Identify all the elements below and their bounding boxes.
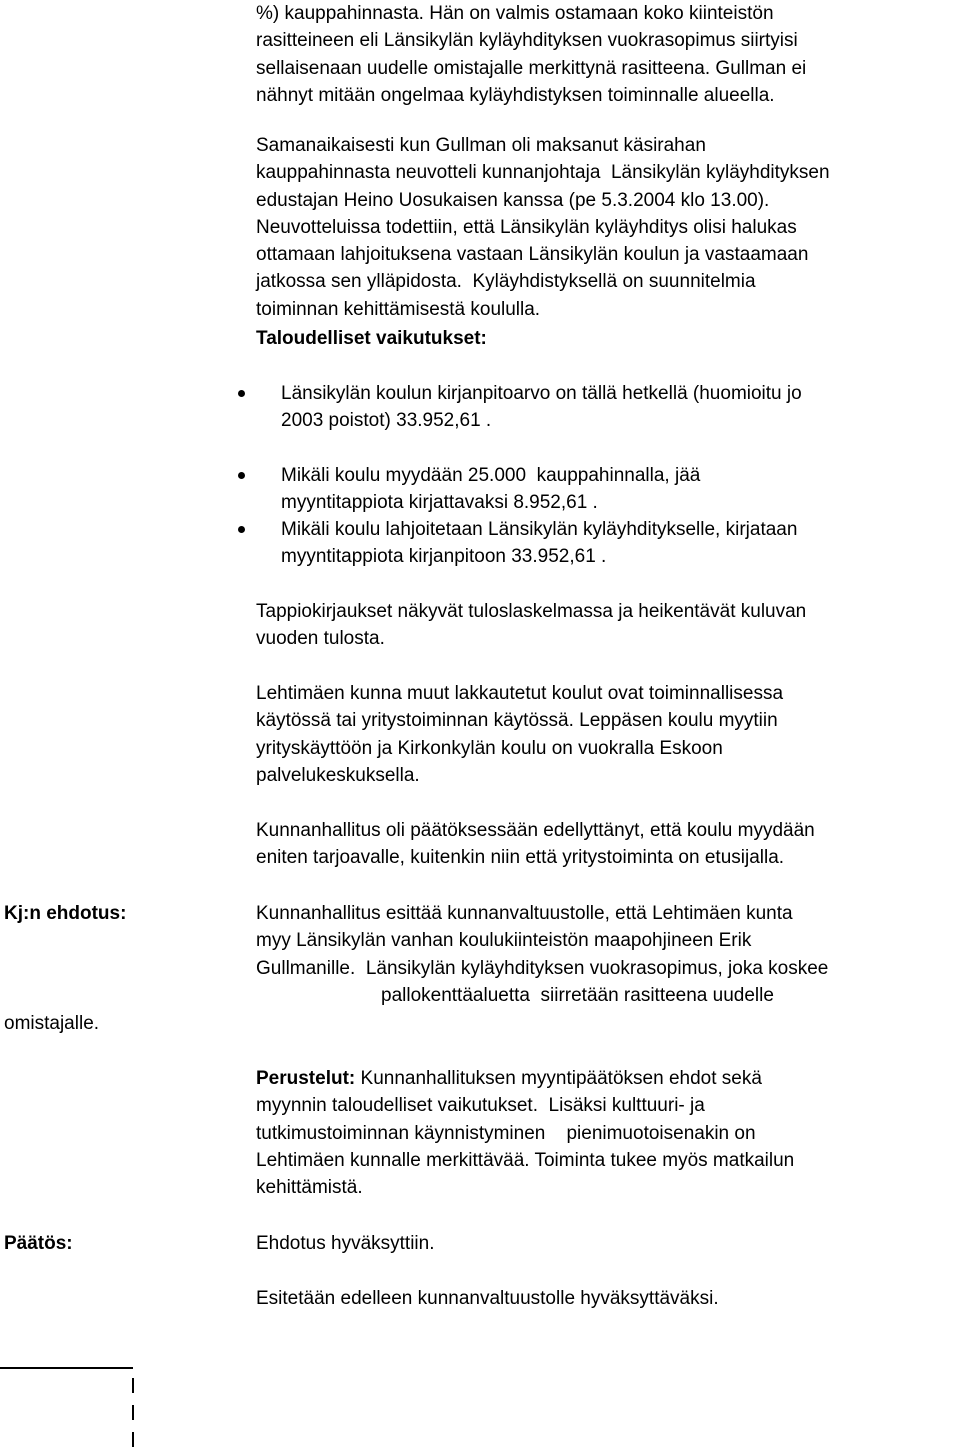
rationale-text: Kunnanhallituksen myyntipäätöksen ehdot sekä myynnin taloudelliset vaikutukset. Lisäksi kulttuuri- ja tutkimustoiminnan käynnistyminen pienimuotoisenakin on Lehtimäen kunnalle merkittävää. Toiminta tukee myös matkailun kehittämistä. [256, 1068, 795, 1199]
proposal-label: Kj:n ehdotus: [4, 903, 127, 924]
decision-text: Ehdotus hyväksyttiin. [256, 1233, 435, 1254]
margin-bar [132, 1432, 134, 1447]
financial-bullet-text: Mikäli koulu myydään 25.000 kauppahinnalla, jää myyntitappiota kirjattavaksi 8.952,61 . [281, 465, 701, 514]
margin-bar [132, 1378, 134, 1393]
proposal-text-continued: pallokenttäaluetta siirretään rasitteena uudelle [381, 985, 774, 1006]
board-decision-paragraph: Kunnanhallitus oli päätöksessään edellyttänyt, että koulu myydään eniten tarjoavalle, kuitenkin niin että yritystoiminta on etusijalla. [256, 820, 815, 869]
proposal-text-wrapped: omistajalle. [4, 1013, 100, 1034]
negotiation-paragraph: Samanaikaisesti kun Gullman oli maksanut käsirahan kauppahinnasta neuvotteli kunnanjohtaja Länsikylän kyläyhdityksen edustajan Heino Uosukaisen kanssa (pe 5.3.2004 klo 13.00). Neuvotteluissa todettiin, että Länsikylän kyläyhditys olisi halukas ottamaan lahjoituksena vastaan Länsikylän koulun ja vastaamaan jatkossa sen ylläpidosta. Kyläyhdistyksellä on suunnitelmia toiminnan kehittämisestä koululla. [256, 135, 830, 320]
financial-bullet-text: Länsikylän koulun kirjanpitoarvo on tällä hetkellä (huomioitu jo 2003 poistot) 33.952,61 . [281, 383, 802, 432]
rationale-paragraph [256, 1065, 960, 1201]
decision-label: Päätös: [4, 1233, 73, 1254]
loss-paragraph: Tappiokirjaukset näkyvät tuloslaskelmassa ja heikentävät kuluvan vuoden tulosta. [256, 601, 807, 650]
forwarding-text: Esitetään edelleen kunnanvaltuustolle hyväksyttäväksi. [256, 1288, 719, 1309]
bullet-icon [238, 472, 245, 479]
bullet-icon [238, 526, 245, 533]
bullet-icon [238, 390, 245, 397]
financial-heading: Taloudelliset vaikutukset: [256, 328, 487, 349]
intro-paragraph: %) kauppahinnasta. Hän on valmis ostamaan koko kiinteistön rasitteineen eli Länsikylän kyläyhdityksen vuokrasopimus siirtyisi sellaisenaan uudelle omistajalle merkittynä rasitteena. Gullman ei nähnyt mitään ongelmaa kyläyhdistyksen toiminnalle alueella. [256, 3, 807, 106]
financial-bullet-text: Mikäli koulu lahjoitetaan Länsikylän kyläyhditykselle, kirjataan myyntitappiota kirjanpitoon 33.952,61 . [281, 519, 798, 568]
rationale-label: Perustelut: [256, 1068, 356, 1089]
proposal-text: Kunnanhallitus esittää kunnanvaltuustolle, että Lehtimäen kunta myy Länsikylän vanhan koulukiinteistön maapohjineen Erik Gullmanille. Länsikylän kyläyhdityksen vuokrasopimus, joka koskee [256, 903, 829, 979]
other-schools-paragraph: Lehtimäen kunna muut lakkautetut koulut ovat toiminnallisessa käytössä tai yritystoiminnan käytössä. Leppäsen koulu myytiin yrityskäyttöön ja Kirkonkylän koulu on vuokralla Eskoon palvelukeskuksella. [256, 683, 784, 786]
margin-bar [132, 1405, 134, 1420]
signature-line [0, 1367, 133, 1369]
